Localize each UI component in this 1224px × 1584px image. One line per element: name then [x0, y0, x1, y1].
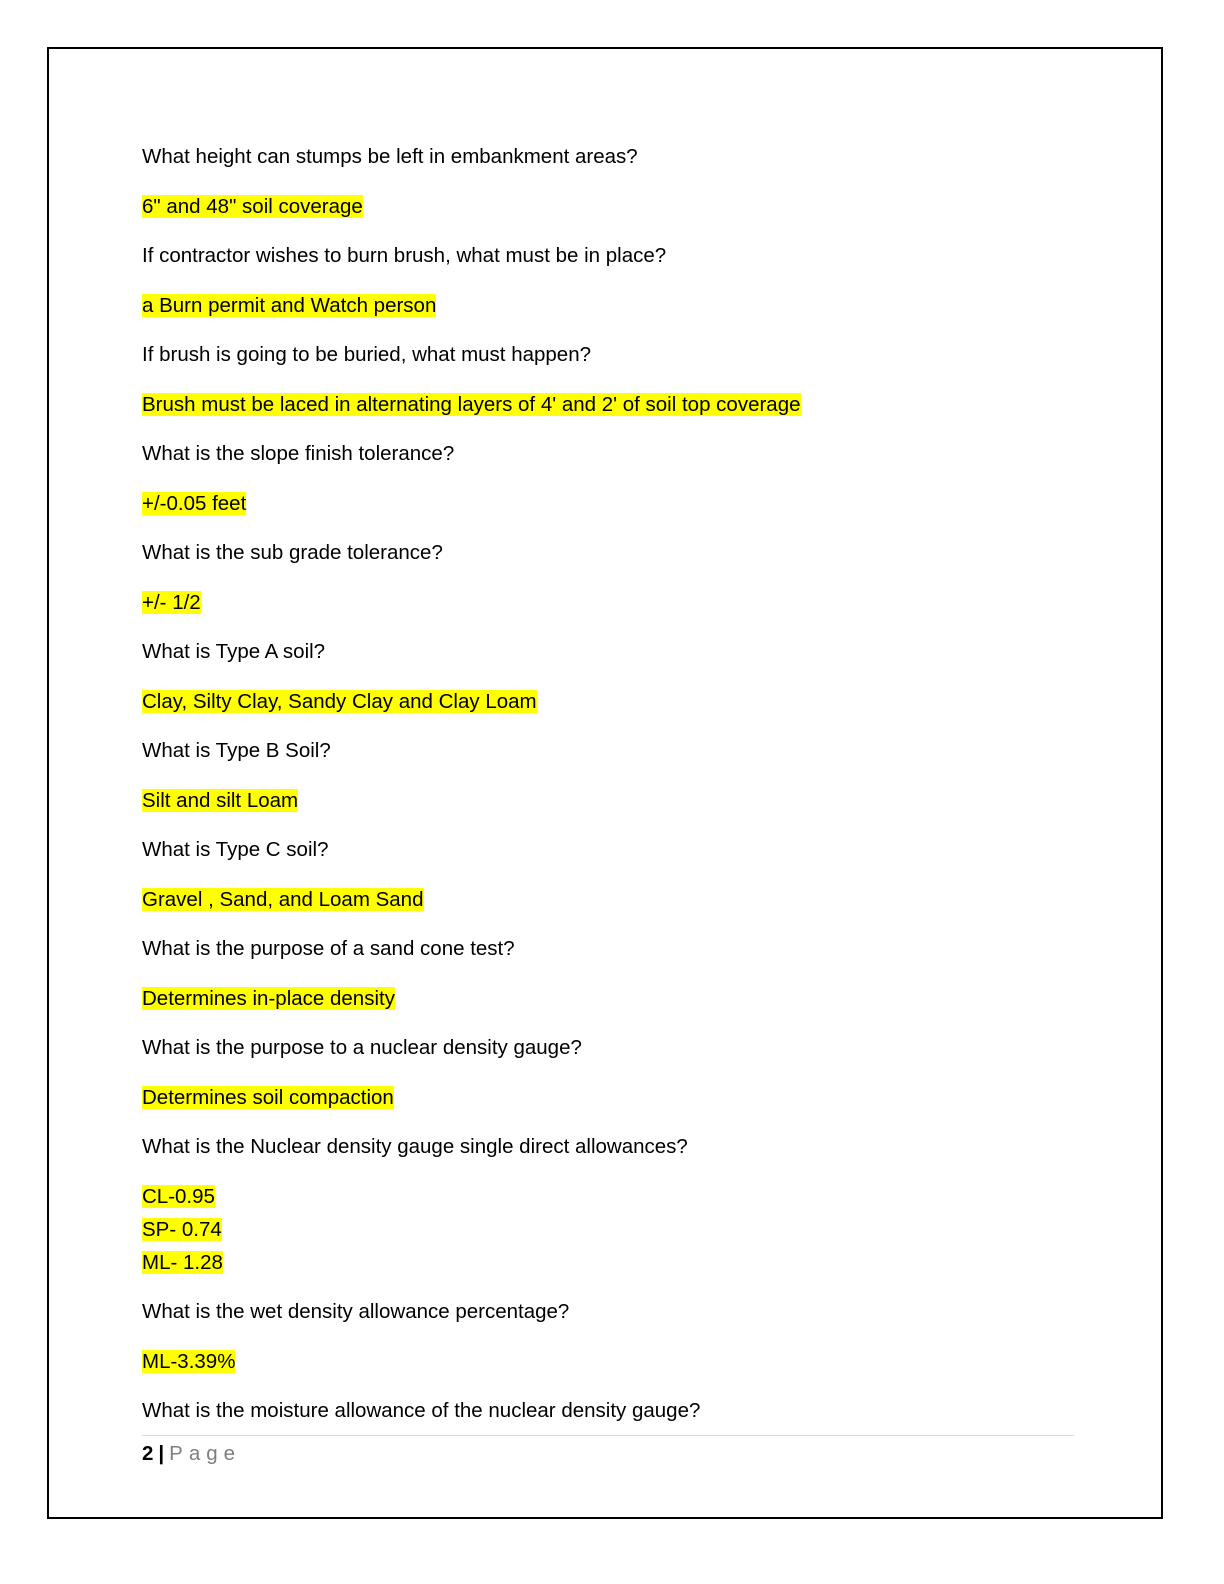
question-2: If contractor wishes to burn brush, what must be in place? [142, 244, 667, 267]
answer-4-highlight: +/-0.05 feet [142, 491, 247, 515]
question-9: What is the purpose of a sand cone test? [142, 937, 515, 960]
answer-6-highlight: Clay, Silty Clay, Sandy Clay and Clay Loam [142, 689, 537, 713]
answer-4 [142, 487, 1082, 520]
answer-2 [142, 289, 1082, 322]
answer-11-line-3-highlight: ML- 1.28 [142, 1250, 223, 1274]
footer-rule [142, 1435, 1074, 1436]
answer-9-highlight: Determines in-place density [142, 986, 395, 1010]
answer-3-highlight: Brush must be laced in alternating layers of 4' and 2' of soil top coverage [142, 392, 801, 416]
footer-separator: | [158, 1442, 165, 1465]
question-4: What is the slope finish tolerance? [142, 442, 455, 465]
question-12: What is the wet density allowance percentage? [142, 1300, 570, 1323]
answer-1-highlight: 6" and 48" soil coverage [142, 194, 363, 218]
question-5: What is the sub grade tolerance? [142, 541, 443, 564]
question-6: What is Type A soil? [142, 640, 326, 663]
answer-11-line-2 [142, 1213, 1082, 1246]
answer-11 [142, 1180, 1082, 1279]
answer-2-highlight: a Burn permit and Watch person [142, 293, 437, 317]
question-7: What is Type B Soil? [142, 739, 331, 762]
answer-12-highlight: ML-3.39% [142, 1349, 236, 1373]
document-body [142, 140, 1082, 1444]
question-10: What is the purpose to a nuclear density gauge? [142, 1036, 582, 1059]
answer-3 [142, 388, 1082, 421]
answer-5 [142, 586, 1082, 619]
answer-5-highlight: +/- 1/2 [142, 590, 201, 614]
answer-8-highlight: Gravel , Sand, and Loam Sand [142, 887, 424, 911]
question-11: What is the Nuclear density gauge single direct allowances? [142, 1135, 688, 1158]
answer-11-line-2-highlight: SP- 0.74 [142, 1217, 222, 1241]
question-8: What is Type C soil? [142, 838, 329, 861]
answer-11-line-1 [142, 1180, 1082, 1213]
answer-11-line-3 [142, 1246, 1082, 1279]
answer-12 [142, 1345, 1082, 1378]
page-footer [142, 1440, 241, 1468]
answer-10 [142, 1081, 1082, 1114]
answer-6 [142, 685, 1082, 718]
footer-page-label: Page [169, 1442, 242, 1465]
answer-10-highlight: Determines soil compaction [142, 1085, 394, 1109]
question-13: What is the moisture allowance of the nuclear density gauge? [142, 1399, 701, 1422]
answer-11-line-1-highlight: CL-0.95 [142, 1184, 215, 1208]
answer-1 [142, 190, 1082, 223]
question-3: If brush is going to be buried, what must happen? [142, 343, 592, 366]
answer-8 [142, 883, 1082, 916]
answer-7 [142, 784, 1082, 817]
question-1: What height can stumps be left in embankment areas? [142, 145, 638, 168]
answer-7-highlight: Silt and silt Loam [142, 788, 299, 812]
answer-9 [142, 982, 1082, 1015]
page-number: 2 [142, 1442, 154, 1465]
